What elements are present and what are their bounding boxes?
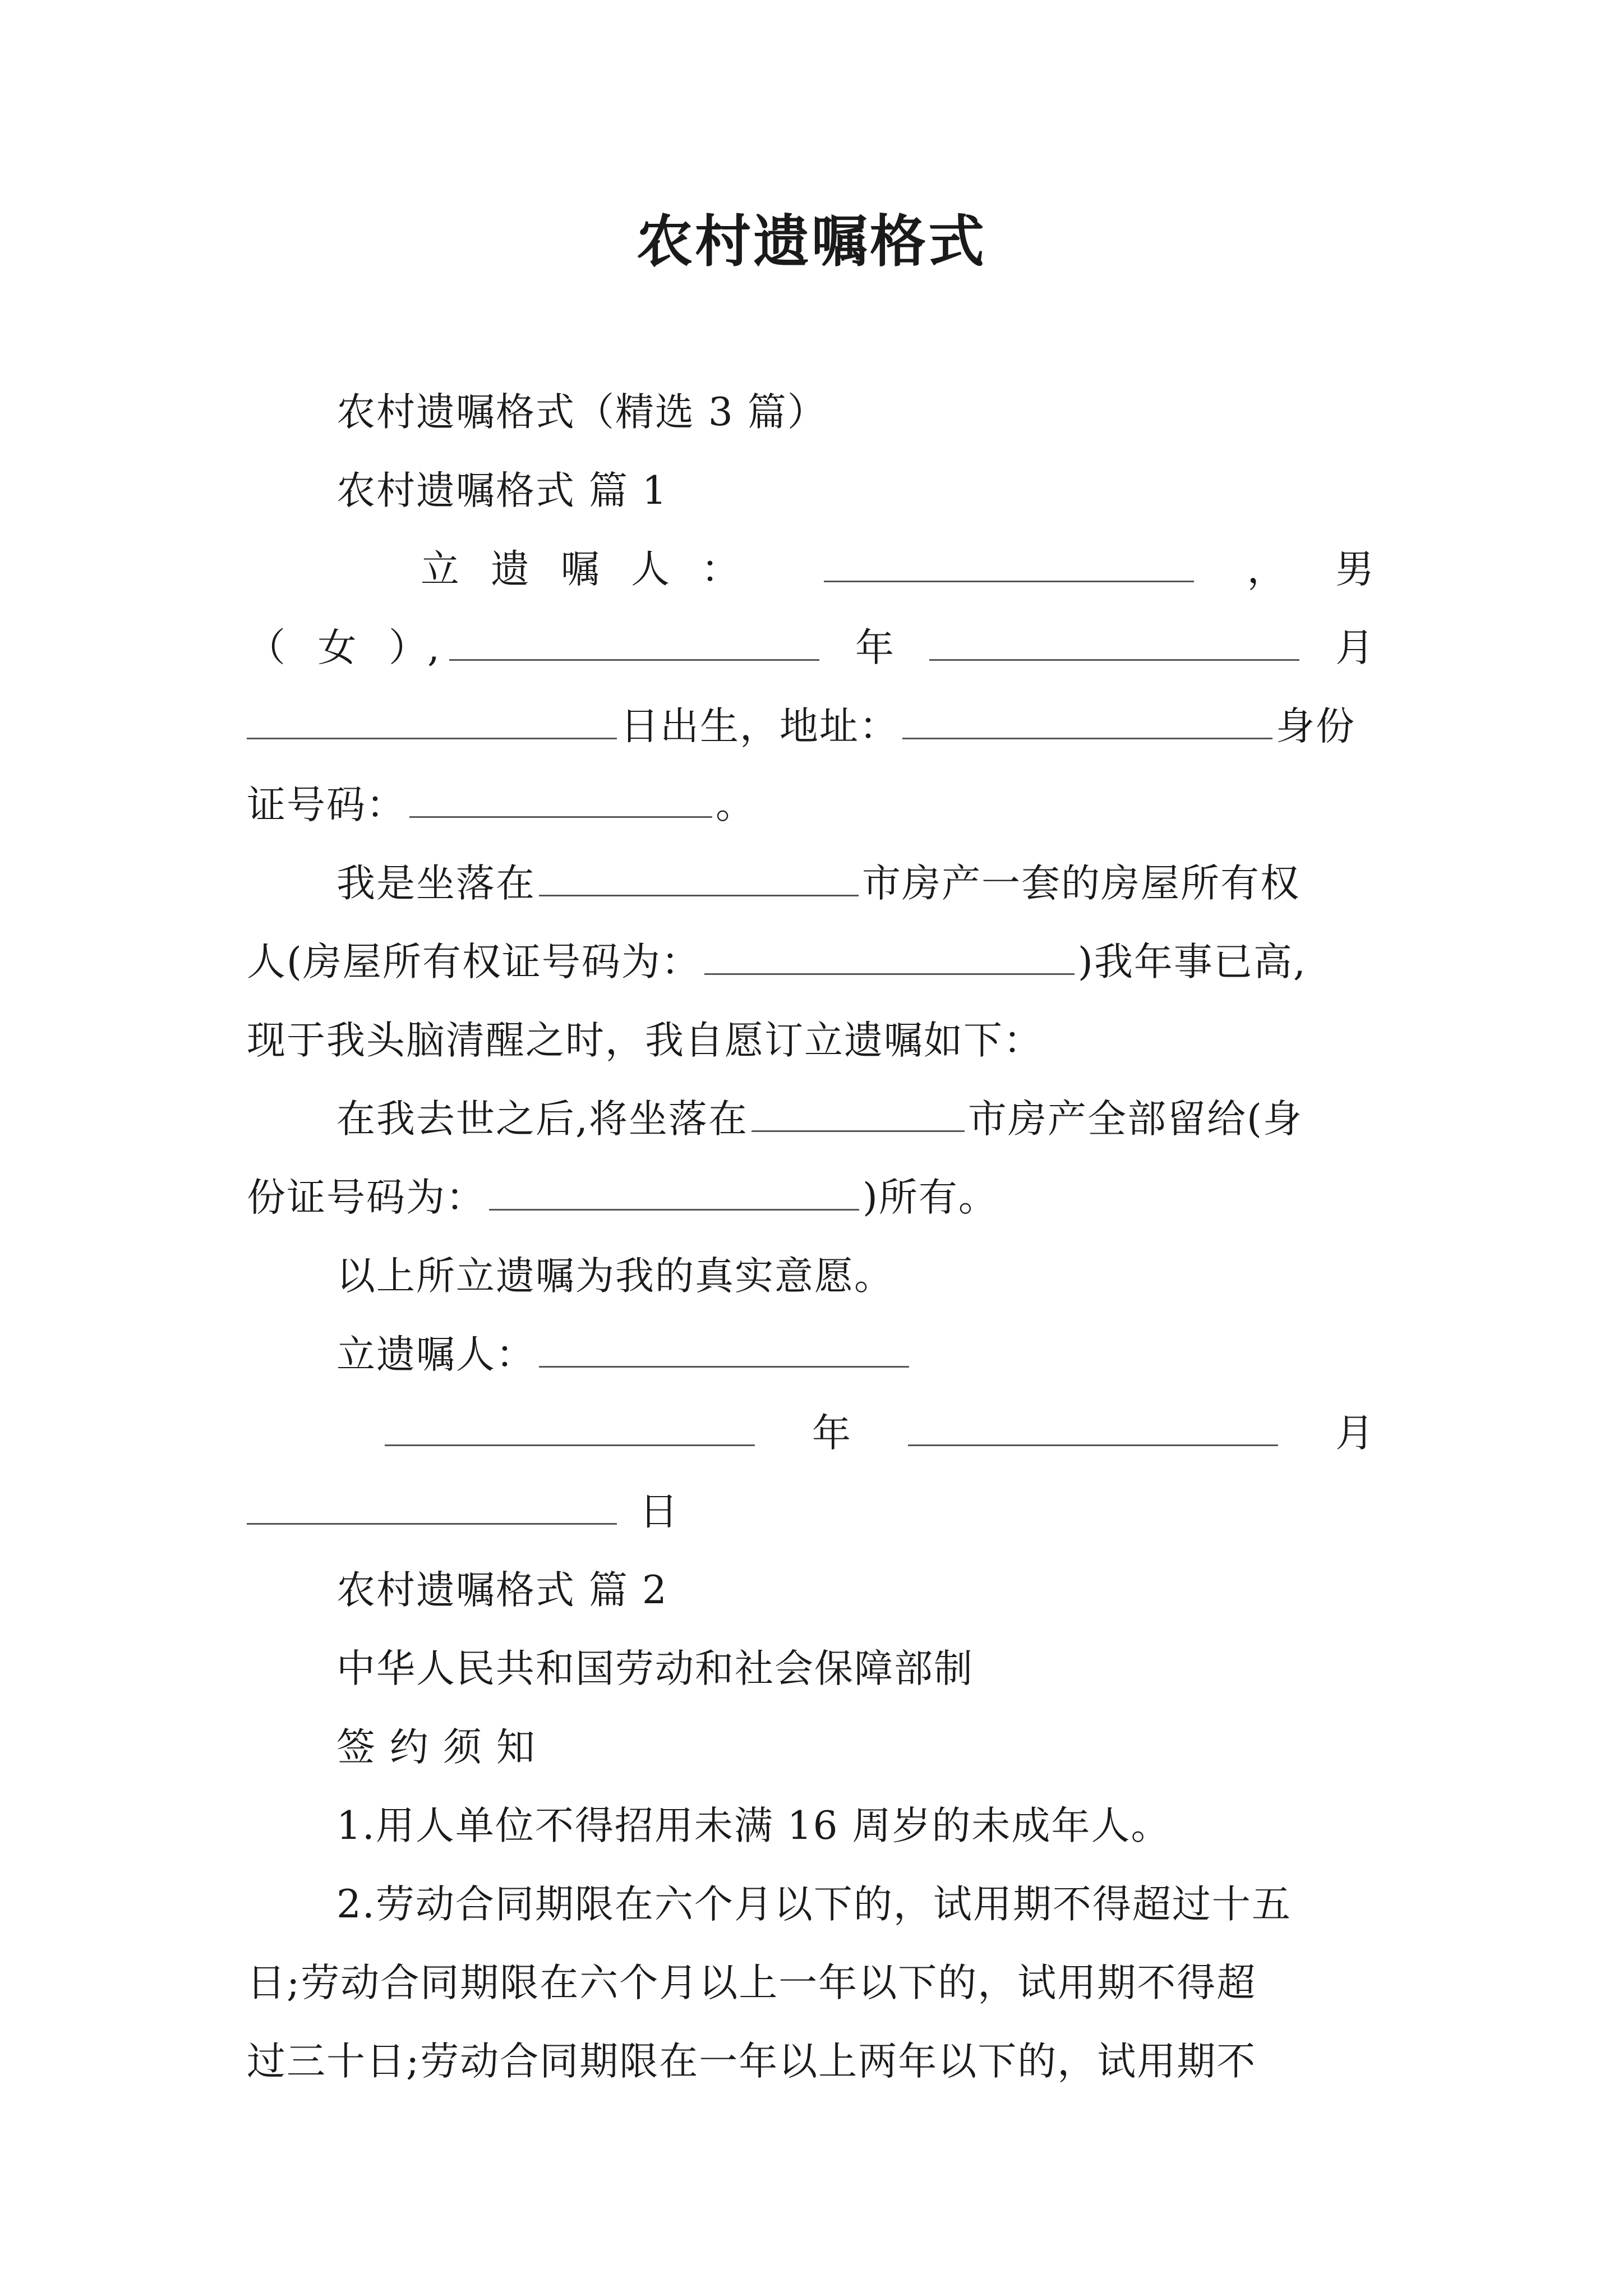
paragraph-2-line-2: [247, 937, 1307, 987]
subtitle: 农村遗嘱格式（精选 3 篇）: [336, 390, 827, 435]
id-number-blank: [409, 783, 712, 818]
day-born-address-label: 日出生，地址：: [620, 704, 899, 749]
testator-label: 立遗嘱人：: [421, 547, 771, 592]
notice-item-1: 1.用人单位不得招用未满 16 周岁的未成年人。: [336, 1803, 1171, 1848]
female-close: ）,: [389, 625, 440, 670]
ministry-line: 中华人民共和国劳动和社会保障部制: [336, 1646, 974, 1691]
sign-day-label: 日: [639, 1489, 679, 1534]
part2-heading: 农村遗嘱格式 篇 2: [336, 1568, 668, 1613]
sign-date-line: [381, 1408, 1374, 1458]
month-label: 月: [1335, 625, 1374, 670]
period: 。: [716, 783, 755, 827]
birth-day-blank: [247, 704, 617, 739]
testator-line: [421, 544, 1374, 595]
sign-month-label: 月: [1335, 1411, 1374, 1456]
sign-day-line: [247, 1487, 679, 1537]
sign-year-blank: [385, 1411, 755, 1446]
notice-item-2-line-3: 过三十日;劳动合同期限在一年以上两年以下的，试用期不: [247, 2039, 1257, 2084]
sign-year-label: 年: [812, 1411, 851, 1456]
p3-text-a: 在我去世之后,将坐落在: [336, 1097, 748, 1142]
property-location-blank: [539, 861, 859, 896]
paragraph-2-line-3: 现于我头脑清醒之时，我自愿订立遗嘱如下：: [247, 1018, 1043, 1063]
notice-item-2-line-2: 日;劳动合同期限在六个月以上一年以下的，试用期不得超: [247, 1961, 1257, 2005]
notice-item-2-line-1: 2.劳动合同期限在六个月以下的，试用期不得超过十五: [336, 1882, 1292, 1927]
bequest-location-blank: [751, 1097, 965, 1132]
id-number-line: [247, 780, 755, 830]
paragraph-2-line-1: [336, 858, 1300, 909]
paragraph-4: 以上所立遗嘱为我的真实意愿。: [336, 1254, 894, 1299]
p2-text-a: 我是坐落在: [336, 861, 536, 906]
birth-year-blank: [449, 625, 819, 661]
paragraph-3-line-2: [247, 1172, 998, 1223]
testator-name-blank: [824, 547, 1194, 582]
female-label: 女: [317, 625, 357, 670]
property-cert-blank: [704, 940, 1075, 975]
p3-text-b: 市房产全部留给(身: [967, 1097, 1303, 1142]
sign-label: 立遗嘱人：: [336, 1332, 536, 1377]
birth-address-line: [247, 701, 1355, 752]
address-blank: [902, 704, 1272, 739]
document-title: 农村遗嘱格式: [637, 208, 986, 274]
signature-blank: [539, 1332, 909, 1368]
sign-day-blank: [247, 1489, 617, 1525]
year-label: 年: [855, 625, 894, 670]
p3-text-d: )所有。: [863, 1175, 998, 1220]
id-suffix: 身份: [1276, 704, 1355, 749]
p2-text-b: 市房产一套的房屋所有权: [862, 861, 1300, 906]
comma: ，: [1247, 547, 1286, 592]
sign-month-blank: [908, 1411, 1278, 1446]
heir-id-blank: [489, 1175, 859, 1211]
female-open: （: [247, 625, 285, 670]
birth-month-blank: [929, 625, 1299, 661]
p2-text-d: )我年事已高,: [1077, 940, 1307, 984]
paragraph-3-line-1: [336, 1094, 1303, 1144]
part1-heading: 农村遗嘱格式 篇 1: [336, 468, 668, 513]
signature-line: [336, 1329, 912, 1380]
gender-birth-line: [247, 623, 1374, 673]
p2-text-c: 人(房屋所有权证号码为：: [247, 940, 701, 984]
p3-text-c: 份证号码为：: [247, 1175, 486, 1220]
male-label: 男: [1335, 547, 1374, 592]
notice-title: 签 约 须 知: [336, 1725, 536, 1770]
id-label: 证号码：: [247, 783, 406, 827]
